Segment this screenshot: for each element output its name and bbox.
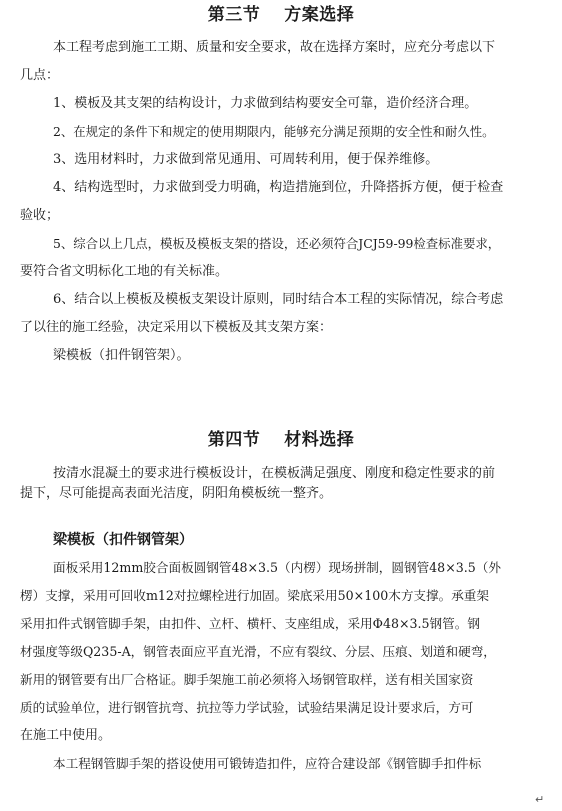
section-3-line: 3、选用材料时，力求做到常见通用、可周转利用，便于保养维修。 [53,152,439,167]
section-3-line: 几点： [20,68,60,83]
section-3-line: 本工程考虑到施工工期、质量和安全要求，故在选择方案时，应充分考虑以下 [53,40,496,55]
section-4-title: 第四节 材料选择 [207,430,355,450]
section-3-title: 第三节 方案选择 [207,5,355,25]
section-4-body-line: 采用扣件式钢管脚手架，由扣件、立杆、横杆、支座组成，采用Φ48×3.5钢管。钢 [20,616,480,631]
section-4-intro-line: 按清水混凝土的要求进行模板设计，在模板满足强度、刚度和稳定性要求的前 [53,466,496,481]
section-4-intro-line: 提下，尽可能提高表面光洁度，阴阳角模板统一整齐。 [20,486,333,501]
section-3-line: 2、在规定的条件下和规定的使用期限内，能够充分满足预期的安全性和耐久性。 [53,124,495,139]
section-4-body-line: 面板采用12mm胶合面板圆钢管48×3.5（内楞）现场拼制，圆钢管48×3.5（外 [53,560,501,575]
section-3-line: 了以往的施工经验，决定采用以下模板及其支架方案： [20,320,333,335]
section-4-body-line: 本工程钢管脚手架的搭设使用可锻铸造扣件，应符合建设部《钢管脚手扣件标 [53,756,482,771]
section-3-line: 4、结构选型时，力求做到受力明确，构造措施到位，升降搭拆方便，便于检查 [53,180,504,195]
section-4-body-line: 质的试验单位，进行钢管抗弯、抗拉等力学试验，试验结果满足设计要求后，方可 [20,700,474,715]
section-4-body-line: 新用的钢管要有出厂合格证。脚手架施工前必须将入场钢管取样，送有相关国家资 [20,672,474,687]
paragraph-mark-icon: ↵ [535,793,545,806]
section-3-line: 要符合省文明标化工地的有关标准。 [20,264,229,279]
section-3-line: 6、结合以上模板及模板支架设计原则，同时结合本工程的实际情况，综合考虑 [53,292,504,307]
section-3-line: 验收； [20,208,60,223]
section-3-line: 梁模板（扣件钢管架）。 [53,348,190,363]
section-3-line: 5、综合以上几点，模板及模板支架的搭设，还必须符合JCJ59-99检查标准要求， [53,236,501,251]
section-4-body-line: 楞）支撑，采用可回收m12对拉螺栓进行加固。梁底采用50×100木方支撑。承重架 [20,588,489,603]
section-4-body-line: 材强度等级Q235-A，钢管表面应平直光滑，不应有裂纹、分层、压痕、划道和硬弯， [20,644,496,659]
section-3-line: 1、模板及其支架的结构设计，力求做到结构要安全可靠，造价经济合理。 [53,96,478,111]
section-4-body-line: 在施工中使用。 [20,728,112,743]
beam-formwork-subheading: 梁模板（扣件钢管架） [53,532,193,548]
